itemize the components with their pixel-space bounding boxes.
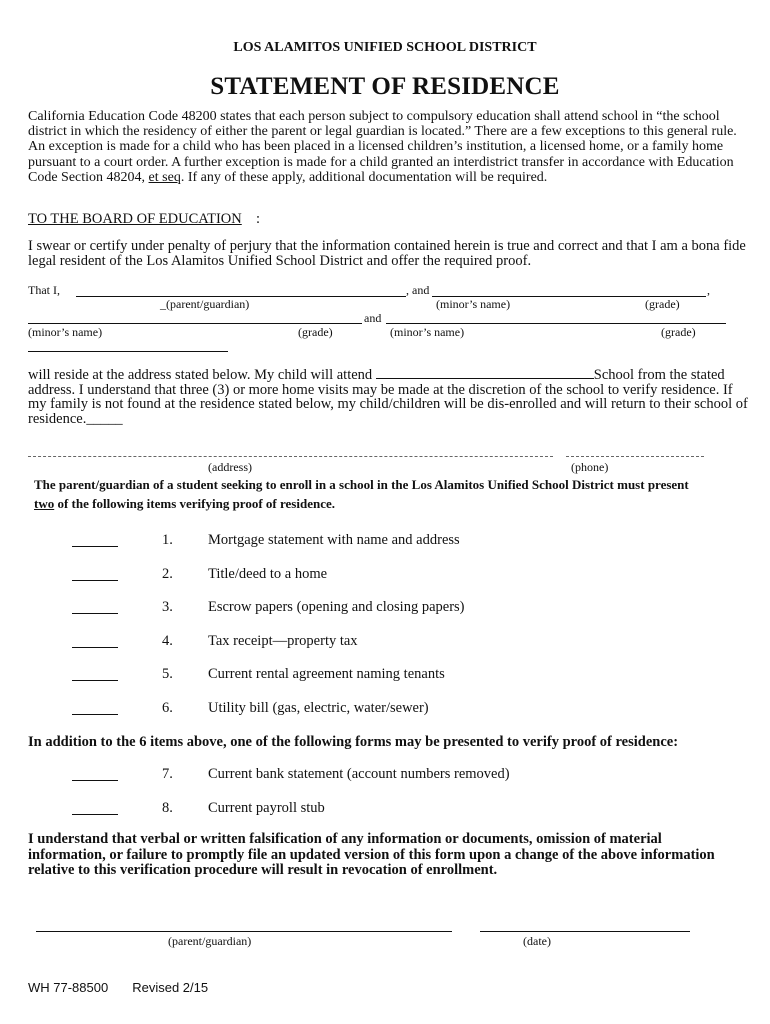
item-7-number: 7. <box>162 766 173 782</box>
and-label-2: and <box>364 311 382 325</box>
minor-name-field-4[interactable] <box>28 351 228 352</box>
item-7-text: Current bank statement (account numbers removed) <box>208 766 510 782</box>
that-i-label: That I, <box>28 283 60 297</box>
label-minors-name-2: (minor’s name) <box>28 325 103 339</box>
intro-text-end: . If any of these apply, additional documentation will be required. <box>180 169 548 185</box>
board-heading: TO THE BOARD OF EDUCATION <box>28 211 242 227</box>
swear-paragraph: I swear or certify under penalty of perjury that the information contained herein is true and correct and that I am a bona fide legal resident of the Los Alamitos Unified School District and offer the required proof. <box>28 238 746 270</box>
additional-heading: In addition to the 6 items above, one of the following forms may be presented to verify proof of residence: <box>28 734 679 750</box>
item-8-number: 8. <box>162 800 173 816</box>
label-address: (address) <box>208 460 252 474</box>
item-5-checkbox[interactable] <box>72 680 118 681</box>
board-heading-colon: : <box>256 211 261 227</box>
item-7-checkbox[interactable] <box>72 780 118 781</box>
minor-name-field-3[interactable] <box>386 323 726 324</box>
item-3-checkbox[interactable] <box>72 613 118 614</box>
form-number: WH 77-88500 <box>28 980 109 995</box>
label-minors-name-3: (minor’s name) <box>390 325 465 339</box>
label-signature-date: (date) <box>523 934 551 948</box>
item-1-checkbox[interactable] <box>72 546 118 547</box>
phone-field[interactable] <box>566 456 704 457</box>
revision-date: Revised 2/15 <box>132 980 209 995</box>
will-reside-paragraph <box>28 366 748 426</box>
label-minors-name-1: (minor’s name) <box>436 297 511 311</box>
proof-notice-line2 <box>34 496 335 512</box>
item-6-checkbox[interactable] <box>72 714 118 715</box>
will-reside-text-end: School from the stated address. I understand that three (3) or more home visits may be made at the discretion of the school to verify residence. If my family is not found at the residence stated below, my child/children will be dis-enrolled and will return to their school of residence. <box>28 367 748 427</box>
intro-paragraph <box>28 109 748 185</box>
intro-etseq: et seq <box>148 169 181 185</box>
item-8-text: Current payroll stub <box>208 800 325 816</box>
item-4-number: 4. <box>162 633 173 649</box>
item-2-checkbox[interactable] <box>72 580 118 581</box>
label-grade-3: (grade) <box>661 325 696 339</box>
understand-paragraph: I understand that verbal or written falsification of any information or documents, omission of material information, or failure to promptly file an updated version of this form upon a change of the above information relative to this verification procedure will result in revocation of enrollment. <box>28 831 715 878</box>
label-phone: (phone) <box>571 460 609 474</box>
district-name: LOS ALAMITOS UNIFIED SCHOOL DISTRICT <box>233 40 537 55</box>
item-2-text: Title/deed to a home <box>208 566 328 582</box>
proof-notice-two: two <box>34 496 55 511</box>
label-grade-1: (grade) <box>645 297 680 311</box>
label-signature-parent: (parent/guardian) <box>168 934 252 948</box>
item-1-number: 1. <box>162 532 173 548</box>
will-reside-blank: _____ <box>86 410 123 427</box>
intro-text: California Education Code 48200 states that each person subject to compulsory education shall attend school in “the school district in which the residency of either the parent or legal guardian is located.” There are a few exceptions to this general rule. An exception is made for a child who has been placed in a licensed children’s institution, a licensed home, or a family home pursuant to a court order. A further exception is made for a child granted an interdistrict transfer in accordance with Education Code Section 48204, <box>28 109 737 185</box>
footer <box>28 980 208 995</box>
label-parent-guardian: _(parent/guardian) <box>160 297 250 311</box>
item-4-text: Tax receipt—property tax <box>208 633 358 649</box>
page-title: STATEMENT OF RESIDENCE <box>210 73 560 100</box>
item-6-text: Utility bill (gas, electric, water/sewer) <box>208 700 429 716</box>
minor-name-field-2[interactable] <box>28 323 362 324</box>
item-2-number: 2. <box>162 566 173 582</box>
parent-signature-field[interactable] <box>36 931 452 932</box>
item-3-number: 3. <box>162 599 173 615</box>
item-6-number: 6. <box>162 700 173 716</box>
proof-notice-rest: of the following items verifying proof of residence. <box>54 496 336 511</box>
and-label: , and <box>406 283 430 297</box>
item-5-number: 5. <box>162 666 173 682</box>
school-name-field[interactable] <box>376 366 594 379</box>
item-8-checkbox[interactable] <box>72 814 118 815</box>
item-4-checkbox[interactable] <box>72 647 118 648</box>
label-grade-2: (grade) <box>298 325 333 339</box>
item-1-text: Mortgage statement with name and address <box>208 532 460 548</box>
proof-notice-line1: The parent/guardian of a student seeking to enroll in a school in the Los Alamitos Unified School District must present <box>34 477 689 492</box>
item-5-text: Current rental agreement naming tenants <box>208 666 445 682</box>
will-reside-text: will reside at the address stated below. My child will attend <box>28 367 376 383</box>
address-field[interactable] <box>28 456 553 457</box>
date-field[interactable] <box>480 931 690 932</box>
item-3-text: Escrow papers (opening and closing papers) <box>208 599 465 615</box>
comma-label: , <box>707 283 710 297</box>
